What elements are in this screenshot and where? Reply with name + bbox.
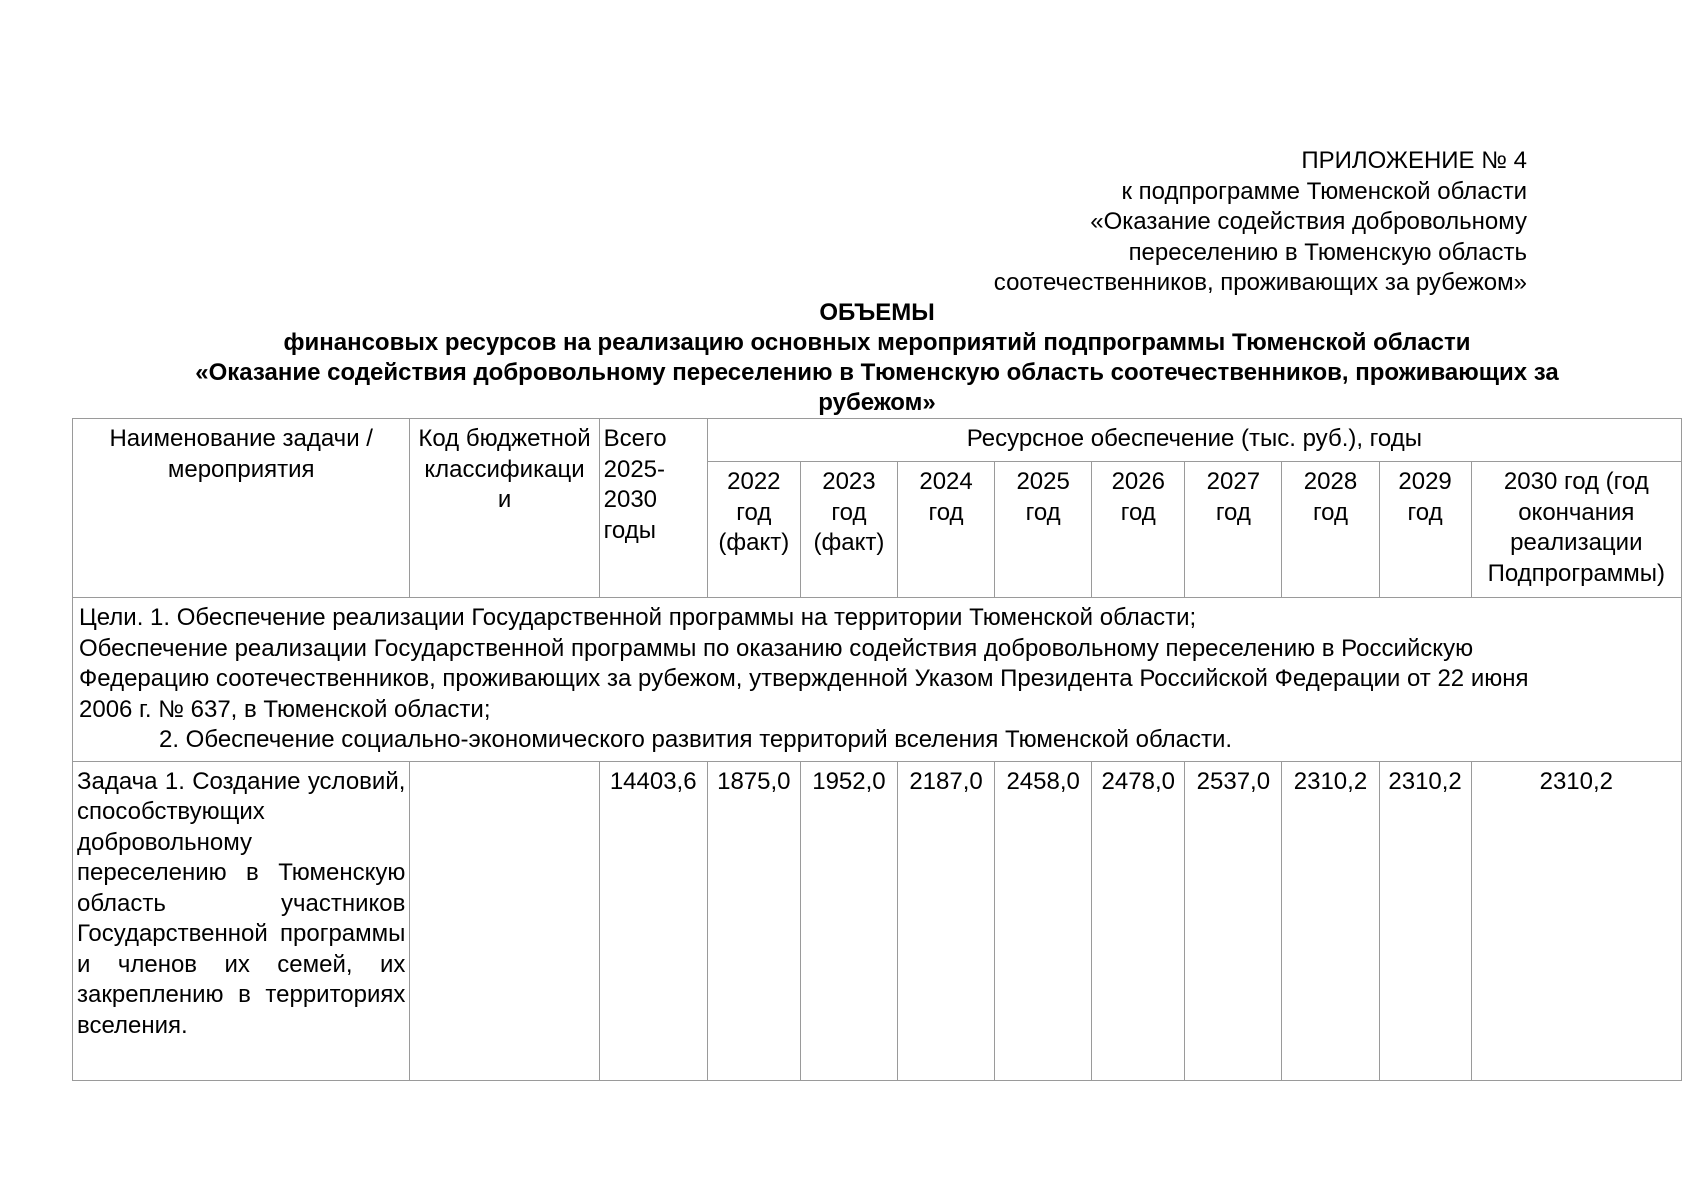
task-value: 2310,2 [1379,761,1471,1080]
task-value: 1952,0 [800,761,897,1080]
goals-line: Цели. 1. Обеспечение реализации Государственной программы на территории Тюменской области; [79,604,1197,631]
document-title [72,298,1682,418]
header-year: 2024 год [897,462,994,598]
appendix-line: соотечественников, проживающих за рубежом» [993,269,1527,296]
task-value: 2310,2 [1282,761,1379,1080]
appendix-line: ПРИЛОЖЕНИЕ № 4 [1301,147,1527,174]
header-year: 2023 год (факт) [800,462,897,598]
header-year: 2025 год [995,462,1092,598]
task-value: 1875,0 [707,761,800,1080]
header-total: Всего 2025-2030 годы [599,419,707,598]
task-value: 2537,0 [1185,761,1282,1080]
appendix-line: переселению в Тюменскую область [1128,238,1527,266]
task-name: Задача 1. Создание условий, способствующих добровольному переселению в Тюменскую область участников Государственной программы и членов их семей, их закреплению в территориях вселения. [73,761,410,1080]
header-name: Наименование задачи / мероприятия [73,419,410,598]
task-value: 2458,0 [995,761,1092,1080]
header-resources: Ресурсное обеспечение (тыс. руб.), годы [707,419,1681,462]
task-row [73,761,1682,1080]
appendix-block [727,146,1527,299]
task-value: 2478,0 [1092,761,1185,1080]
header-year: 2028 год [1282,462,1379,598]
appendix-line: к подпрограмме Тюменской области [1121,177,1527,205]
goals-line: 2. Обеспечение социально-экономического развития территорий вселения Тюменской области. [159,726,1233,753]
goals-line: Обеспечение реализации Государственной программы по оказанию содействия добровольному переселению в Российскую [79,634,1474,662]
header-year: 2029 год [1379,462,1471,598]
header-year: 2026 год [1092,462,1185,598]
task-code [410,761,599,1080]
goals-row [73,598,1682,762]
task-value: 2310,2 [1471,761,1681,1080]
appendix-line: «Оказание содействия добровольному [1090,208,1527,235]
goals-cell [73,598,1682,762]
header-row [73,419,1682,462]
header-year: 2027 год [1185,462,1282,598]
title-line: ОБЪЕМЫ [819,299,935,326]
title-line: «Оказание содействия добровольному переселению в Тюменскую область соотечественников, проживающих за [195,359,1559,386]
title-line: финансовых ресурсов на реализацию основных мероприятий подпрограммы Тюменской области [283,329,1471,356]
task-total: 14403,6 [599,761,707,1080]
header-year: 2022 год (факт) [707,462,800,598]
header-year: 2030 год (год окончания реализации Подпрограммы) [1471,462,1681,598]
title-line: рубежом» [818,389,936,416]
header-code: Код бюджетной классификаци и [410,419,599,598]
goals-line: 2006 г. № 637, в Тюменской области; [79,695,491,723]
goals-line: Федерацию соотечественников, проживающих за рубежом, утвержденной Указом Президента Российской Федерации от 22 июня [79,665,1529,692]
task-value: 2187,0 [897,761,994,1080]
financing-table [72,418,1682,1081]
